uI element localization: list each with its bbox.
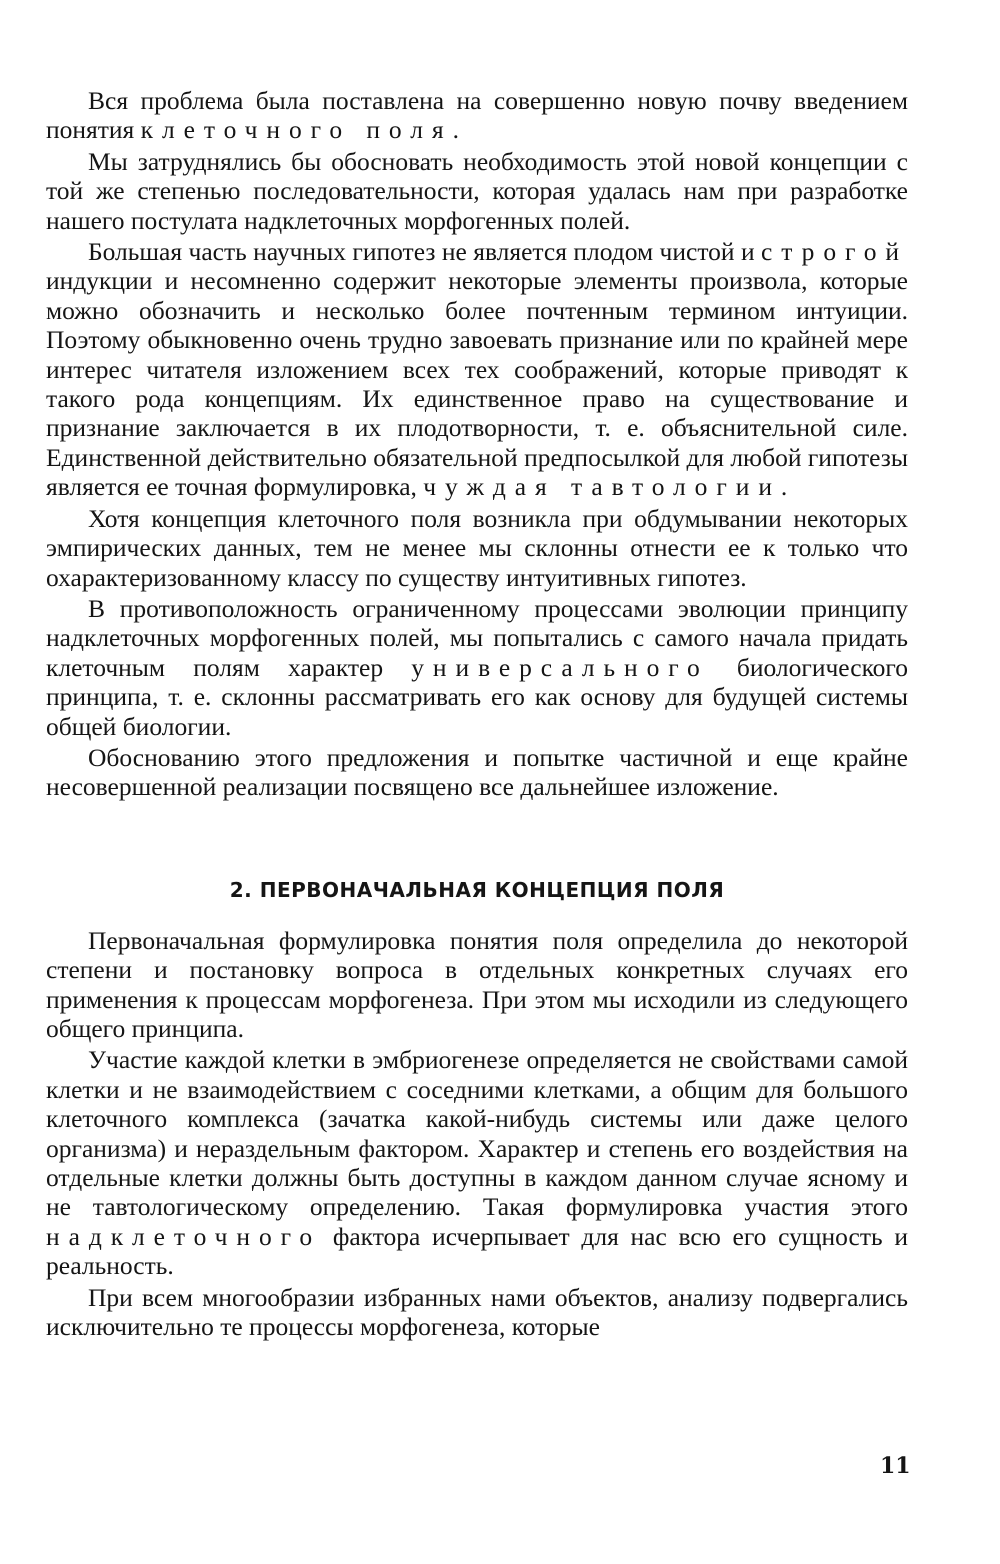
paragraph-cell-field-intro: Вся проблема была поставлена на совершенно новую почву введением понятия клеточного поля.: [46, 86, 908, 145]
paragraph-cell-participation: Участие каждой клетки в эмбриогенезе определяется не свойствами самой клетки и не взаимодействием с соседними клетками, а общим для большого клеточного комплекса (зачатка какой-нибудь системы или даже целого организма) и нераздельным фактором. Характер и степень его воздействия на отдельные клетки должны быть доступны в каждом данном случае ясному и не тавтологическому определению. Такая формулировка участия этого надклеточного фактора исчерпывает для нас всю его сущность и реальность.: [46, 1045, 908, 1281]
paragraph-objects-analysis: При всем многообразии избранных нами объектов, анализу подвергались исключительно те процессы морфогенеза, которые: [46, 1282, 908, 1342]
paragraph-universal-principle: В противоположность ограниченному процессами эволюции принципу надклеточных морфогенных полей, мы попытались с самого начала придать клеточным полям характер универсального биологического принципа, т. е. склонны рассматривать его как основу для будущей системы общей биологии.: [46, 593, 908, 741]
paragraph-exposition: Обоснованию этого предложения и попытке частичной и еще крайне несовершенной реализации посвящено все дальнейшее изложение.: [46, 742, 908, 802]
paragraph-justification: Мы затруднялись бы обосновать необходимость этой новой концепции с той же степенью последовательности, которая удалась нам при разработке нашего постулата надклеточных морфогенных полей.: [46, 146, 908, 235]
page-number: 11: [880, 1453, 911, 1479]
emphasis-cell-field: клеточного поля: [140, 115, 453, 145]
paragraph-initial-formulation: Первоначальная формулировка понятия поля определила до некоторой степени и постановку вопроса в отдельных конкретных случаях его применения к процессам морфогенеза. При этом мы исходили из следующего общего принципа.: [46, 925, 908, 1043]
paragraph-intuitive-hypotheses: Хотя концепция клеточного поля возникла при обдумывании некоторых эмпирических данных, тем не менее мы склонны отнести ее к только что охарактеризованному классу по существу интуитивных гипотез.: [46, 503, 908, 592]
paragraph-hypotheses: Большая часть научных гипотез не является плодом чистой и строгой индукции и несомненно содержит некоторые элементы произвола, которые можно обозначить и несколько более почтенным термином интуиции. Поэтому обыкновенно очень трудно завоевать признание или по крайней мере интерес читателя изложением всех тех соображений, которые приводят к такого рода концепциям. Их единственное право на существование и признание заключается в их плодотворности, т. е. объяснительной силе. Единственной действительно обязательной предпосылкой для любой гипотезы является ее точная формулировка, чуждая тавтологии.: [46, 237, 908, 502]
emphasis-strict: строгой: [761, 237, 908, 267]
emphasis-supracellular: надклеточного: [46, 1221, 322, 1251]
book-page: [46, 86, 908, 1343]
section-heading: 2. ПЕРВОНАЧАЛЬНАЯ КОНЦЕПЦИЯ ПОЛЯ: [229, 877, 725, 902]
emphasis-no-tautology: чуждая тавтологии: [423, 472, 781, 502]
emphasis-universal: универсального: [411, 652, 709, 682]
